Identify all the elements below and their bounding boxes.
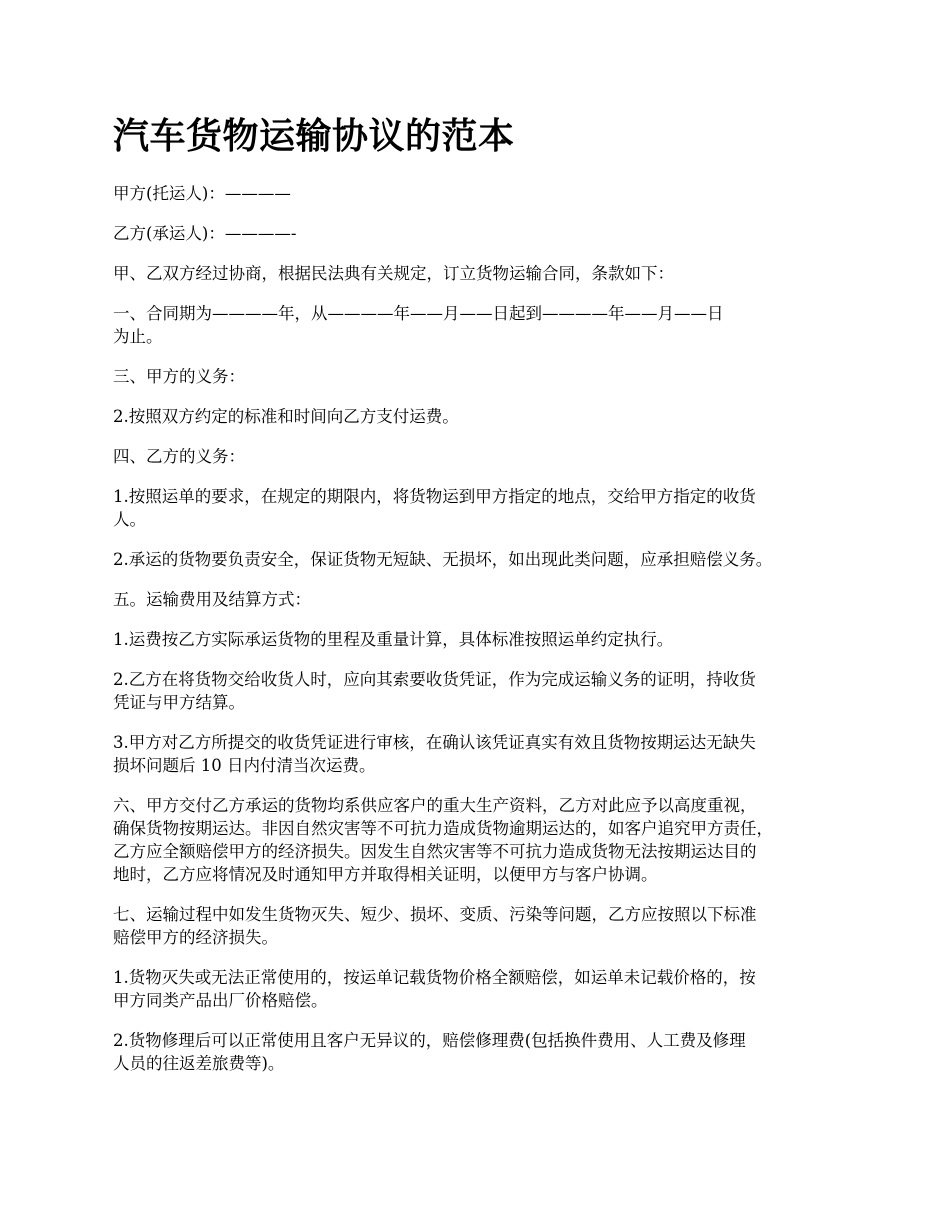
- section-heading-party-a-duties: [113, 365, 853, 388]
- text-line: 七、运输过程中如发生货物灭失、短少、损坏、变质、污染等问题，乙方应按照以下标准: [113, 905, 757, 924]
- clause-item: [113, 548, 853, 571]
- text-line: 一、合同期为————年，从————年——月——日起到————年——月——日: [113, 304, 724, 323]
- text-line: 赔偿甲方的经济损失。: [113, 928, 278, 947]
- clause-section-seven: [113, 903, 853, 949]
- clause-item: [113, 1029, 853, 1075]
- text-line: 乙方(承运人)：————-: [113, 224, 297, 243]
- clause-section-six: [113, 794, 853, 886]
- text-line: 2.承运的货物要负责安全，保证货物无短缺、无损坏，如出现此类问题，应承担赔偿义务。: [113, 550, 773, 569]
- text-line: 甲方同类产品出厂价格赔偿。: [113, 991, 328, 1010]
- clause-item: [113, 485, 853, 531]
- clause-item: [113, 966, 853, 1012]
- text-line: 三、甲方的义务：: [113, 367, 245, 386]
- text-line: 人员的往返差旅费等)。: [113, 1054, 285, 1073]
- clause-contract-term: [113, 302, 853, 348]
- text-line: 3.甲方对乙方所提交的收货凭证进行审核，在确认该凭证真实有效且货物按期运达无缺失: [113, 733, 756, 752]
- clause-party-b: [113, 222, 853, 245]
- text-line: 五。运输费用及结算方式：: [113, 590, 311, 609]
- text-line: 凭证与甲方结算。: [113, 693, 245, 712]
- text-line: 人。: [113, 510, 146, 529]
- text-line: 乙方应全额赔偿甲方的经济损失。因发生自然灾害等不可抗力造成货物无法按期运达目的: [113, 842, 757, 861]
- section-heading-party-b-duties: [113, 445, 853, 468]
- text-line: 四、乙方的义务：: [113, 447, 245, 466]
- document-body: [113, 182, 853, 1092]
- clause-item: [113, 668, 853, 714]
- text-line: 六、甲方交付乙方承运的货物均系供应客户的重大生产资料，乙方对此应予以高度重视，: [113, 796, 757, 815]
- text-line: 甲方(托运人)：————: [113, 184, 291, 203]
- text-line: 损坏问题后 10 日内付清当次运费。: [113, 756, 376, 775]
- text-line: 甲、乙双方经过协商，根据民法典有关规定，订立货物运输合同，条款如下：: [113, 264, 674, 283]
- text-line: 为止。: [113, 327, 163, 346]
- section-heading-fees: [113, 588, 853, 611]
- clause-preamble: [113, 262, 853, 285]
- document-title: 汽车货物运输协议的范本: [113, 115, 515, 157]
- text-line: 2.乙方在将货物交给收货人时，应向其索要收货凭证，作为完成运输义务的证明，持收货: [113, 670, 756, 689]
- clause-item: [113, 405, 853, 428]
- text-line: 2.货物修理后可以正常使用且客户无异议的，赔偿修理费(包括换件费用、人工费及修理: [113, 1031, 746, 1050]
- text-line: 1.运费按乙方实际承运货物的里程及重量计算，具体标准按照运单约定执行。: [113, 630, 674, 649]
- text-line: 2.按照双方约定的标准和时间向乙方支付运费。: [113, 407, 459, 426]
- clause-party-a: [113, 182, 853, 205]
- clause-item: [113, 731, 853, 777]
- text-line: 地时，乙方应将情况及时通知甲方并取得相关证明，以便甲方与客户协调。: [113, 865, 658, 884]
- text-line: 确保货物按期运达。非因自然灾害等不可抗力造成货物逾期运达的，如客户追究甲方责任，: [113, 819, 773, 838]
- text-line: 1.按照运单的要求，在规定的期限内，将货物运到甲方指定的地点，交给甲方指定的收货: [113, 487, 756, 506]
- clause-item: [113, 628, 853, 651]
- text-line: 1.货物灭失或无法正常使用的，按运单记载货物价格全额赔偿，如运单未记载价格的，按: [113, 968, 756, 987]
